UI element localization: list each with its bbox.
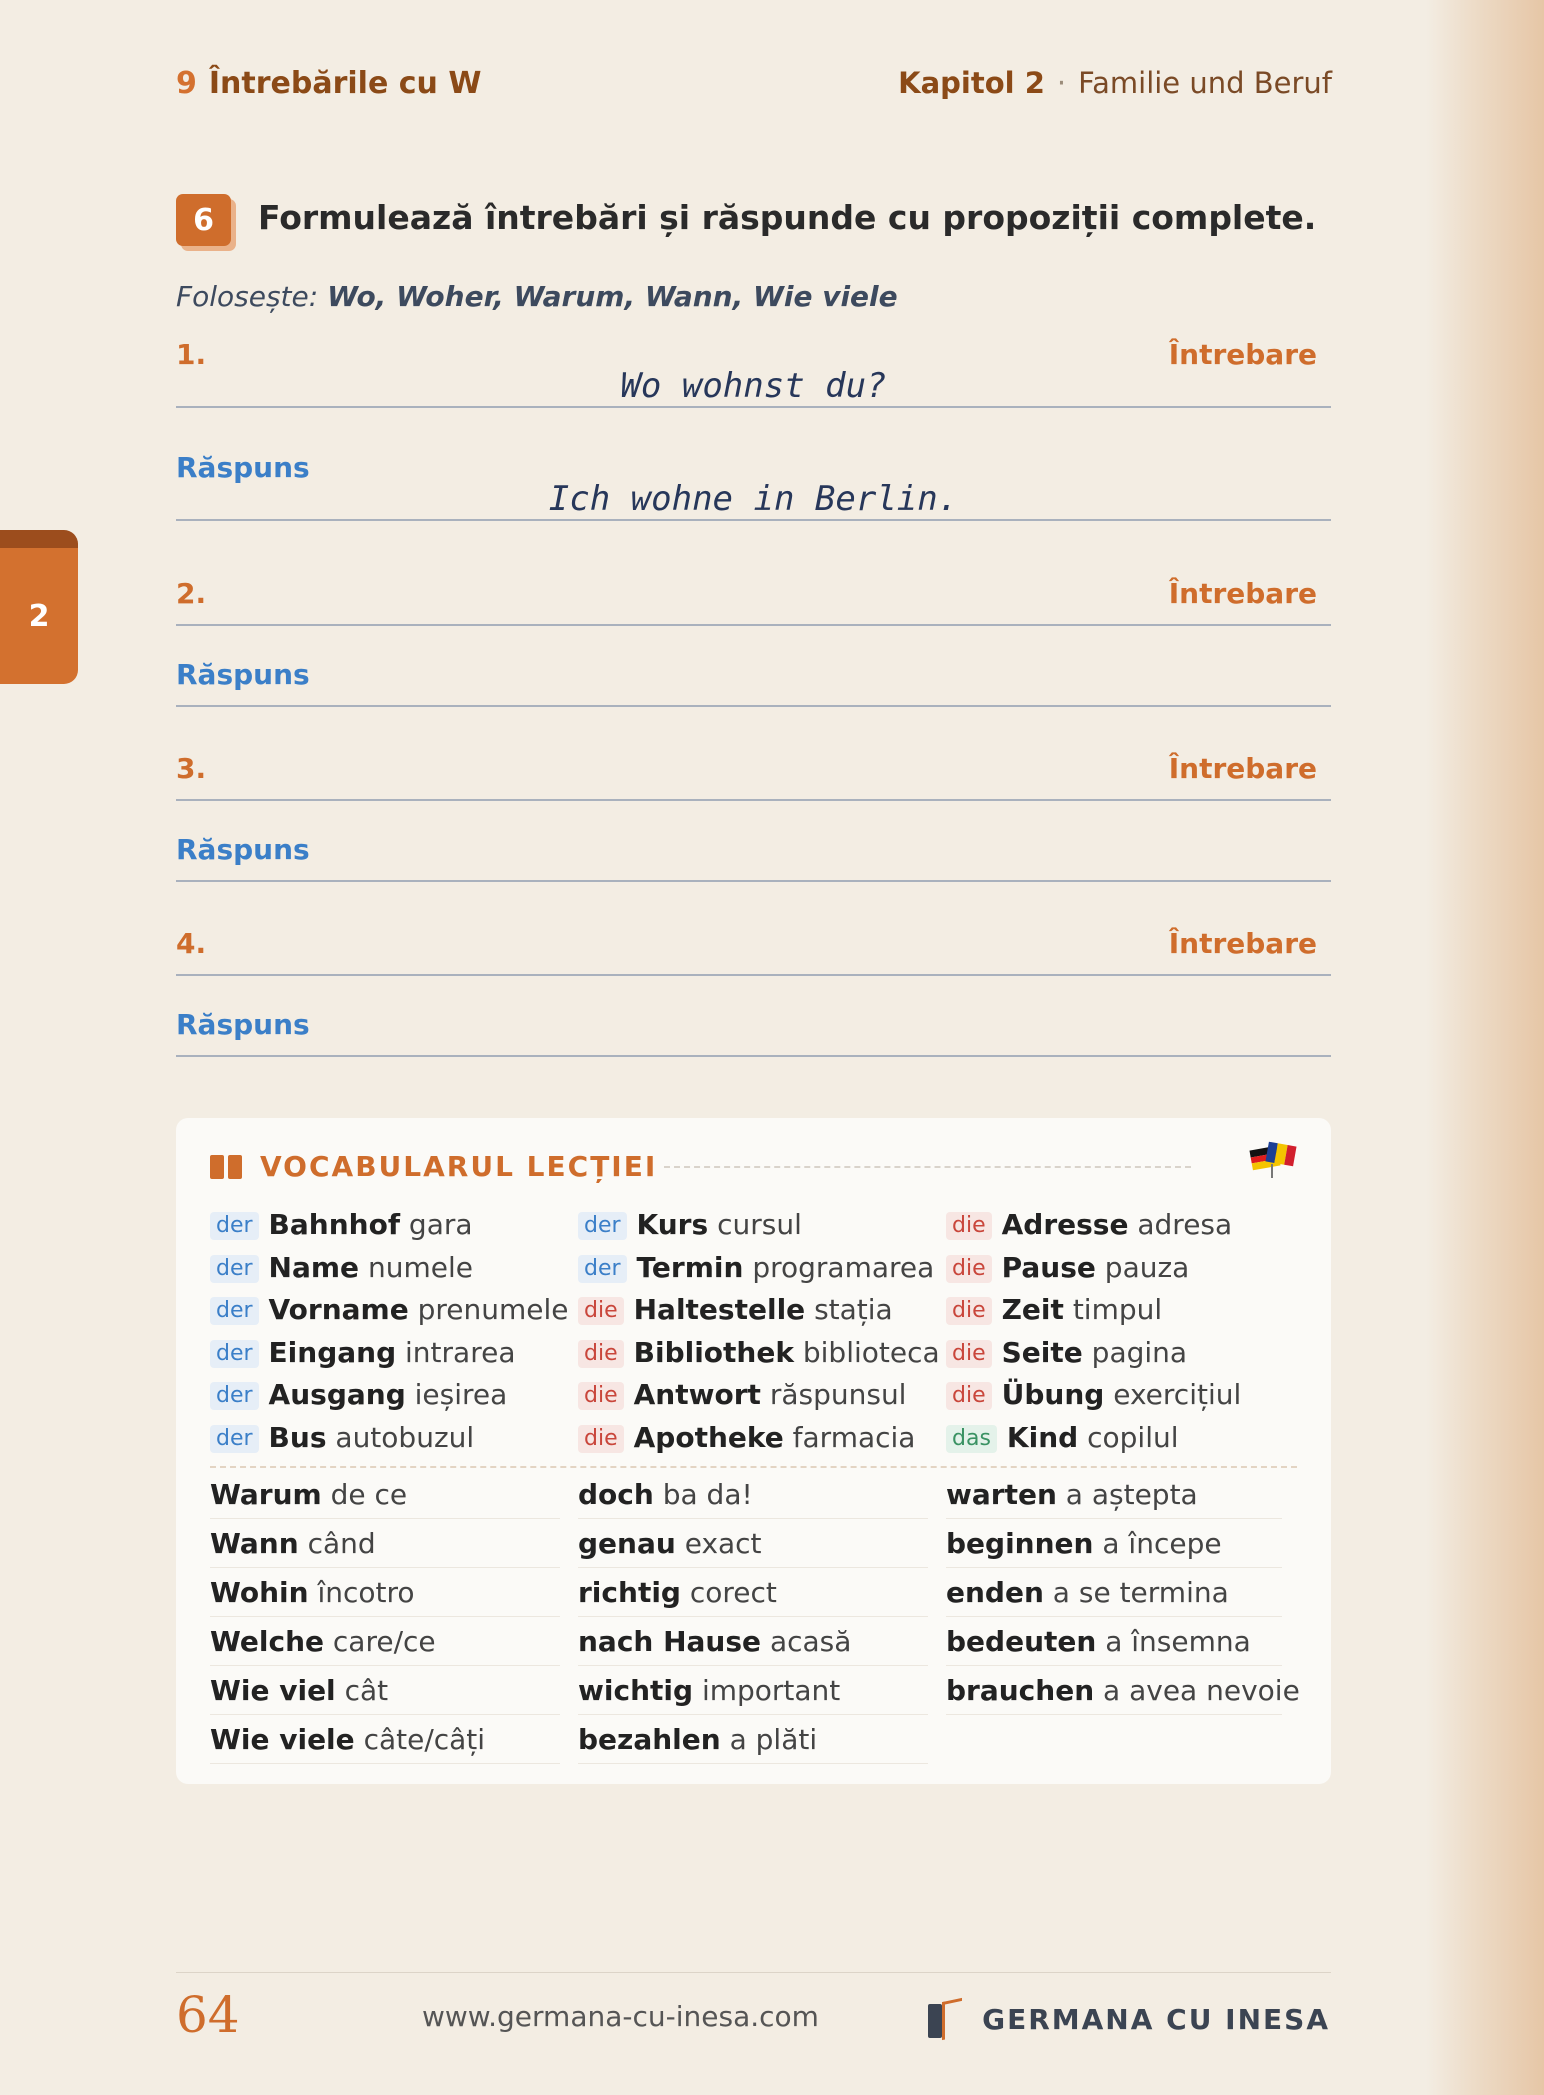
vocab-word-item (578, 1668, 928, 1715)
article-badge: der (210, 1297, 259, 1325)
article-badge: die (946, 1212, 992, 1240)
german-word: Wohin (210, 1576, 309, 1609)
romanian-translation: pagina (1091, 1335, 1188, 1369)
romanian-translation: stația (814, 1293, 893, 1326)
side-tab-label: 2 (28, 598, 50, 634)
article-badge: die (578, 1297, 624, 1325)
romanian-translation: numele (367, 1250, 473, 1284)
writing-line (176, 1055, 1331, 1057)
german-word: brauchen (946, 1674, 1095, 1707)
exercise-number: 6 (193, 202, 214, 238)
brand-name: GERMANA CU INESA (982, 2002, 1330, 2036)
book-icon (210, 1155, 242, 1179)
vocabulary-title (210, 1150, 657, 1183)
writing-line (176, 519, 1331, 521)
handwritten-question: Wo wohnst du? (620, 366, 887, 406)
romanian-translation: când (307, 1527, 376, 1560)
writing-line (176, 880, 1331, 882)
question-line-3[interactable] (176, 752, 1331, 801)
footer-divider (176, 1972, 1331, 1973)
romanian-translation: exact (684, 1527, 762, 1560)
item-number: 3. (176, 752, 207, 785)
vocab-noun-item (210, 1376, 578, 1415)
question-tag: Întrebare (1168, 752, 1317, 785)
german-word: Vorname (268, 1293, 409, 1326)
question-tag: Întrebare (1168, 927, 1317, 960)
answer-line-1[interactable] (176, 451, 1331, 521)
article-badge: die (946, 1297, 992, 1325)
vocab-word-item (946, 1668, 1300, 1715)
instruction-prefix: Folosește: (176, 280, 319, 313)
romanian-translation: de ce (330, 1478, 408, 1511)
question-line-1[interactable] (176, 338, 1331, 408)
article-badge: der (210, 1425, 259, 1453)
item-number: 2. (176, 577, 207, 610)
article-badge: der (210, 1212, 259, 1240)
vocab-noun-item (578, 1249, 946, 1288)
vocab-noun-item (578, 1206, 946, 1245)
writing-line (176, 406, 1331, 408)
word-list (210, 1470, 1300, 1764)
article-badge: der (210, 1255, 259, 1283)
german-word: Haltestelle (633, 1293, 806, 1326)
vocab-noun-item (578, 1291, 946, 1330)
vocab-word-item (578, 1717, 928, 1764)
romanian-translation: corect (689, 1576, 777, 1609)
romanian-translation: prenumele (417, 1293, 569, 1326)
vocab-noun-item (946, 1249, 1300, 1288)
vocab-noun-item (578, 1419, 946, 1458)
article-badge: die (946, 1340, 992, 1368)
chapter-label: Kapitol 2 (898, 66, 1045, 100)
section-title: Întrebările cu W (208, 66, 482, 101)
romanian-translation: programarea (752, 1250, 935, 1284)
noun-list (210, 1206, 1300, 1457)
vocabulary-divider (210, 1466, 1297, 1468)
writing-line (176, 705, 1331, 707)
german-word: beginnen (946, 1527, 1094, 1560)
romanian-translation: a se termina (1052, 1576, 1229, 1609)
article-badge: der (210, 1382, 259, 1410)
vocab-noun-item (210, 1419, 578, 1458)
romanian-translation: autobuzul (335, 1420, 475, 1454)
question-tag: Întrebare (1168, 338, 1317, 371)
german-word: enden (946, 1576, 1044, 1609)
german-word: Zeit (1001, 1293, 1064, 1326)
answer-line-2[interactable] (176, 658, 1331, 707)
german-word: Ausgang (268, 1378, 406, 1411)
answer-line-3[interactable] (176, 833, 1331, 882)
german-word: richtig (578, 1576, 681, 1609)
german-word: Bibliothek (633, 1335, 794, 1369)
german-word: Warum (210, 1478, 322, 1511)
vocab-word-item (946, 1521, 1282, 1568)
answer-label: Răspuns (176, 833, 310, 866)
romanian-translation: răspunsul (769, 1378, 907, 1411)
header-separator: · (1056, 66, 1067, 100)
vocab-word-item (946, 1619, 1282, 1666)
romanian-translation: ba da! (662, 1478, 753, 1511)
exercise-title: Formulează întrebări și răspunde cu propoziții complete. (258, 198, 1317, 237)
vocab-noun-item (210, 1334, 578, 1373)
romanian-translation: a avea nevoie (1103, 1674, 1300, 1707)
german-word: Wie viel (210, 1674, 336, 1707)
vocab-word-item (210, 1570, 560, 1617)
section-header (176, 66, 481, 101)
vocab-noun-item (210, 1206, 578, 1245)
german-word: Name (268, 1250, 360, 1284)
section-number: 9 (176, 66, 197, 101)
item-number: 4. (176, 927, 207, 960)
item-number: 1. (176, 338, 207, 371)
german-word: Übung (1001, 1378, 1105, 1411)
german-word: wichtig (578, 1674, 694, 1707)
article-badge: der (578, 1255, 627, 1283)
writing-line (176, 974, 1331, 976)
website-link[interactable]: www.germana-cu-inesa.com (422, 2000, 819, 2033)
vocab-word-item (210, 1717, 560, 1764)
german-word: Bus (268, 1420, 327, 1454)
german-word: genau (578, 1527, 676, 1560)
page-edge-shade (1426, 0, 1544, 2095)
romanian-translation: încotro (317, 1576, 415, 1609)
german-word: Pause (1001, 1250, 1096, 1284)
article-badge: die (578, 1382, 624, 1410)
romanian-translation: gara (408, 1208, 473, 1241)
romanian-translation: adresa (1137, 1208, 1233, 1241)
chapter-header (898, 66, 1332, 100)
german-word: Antwort (633, 1378, 761, 1411)
vocab-noun-item (946, 1334, 1300, 1373)
question-line-2[interactable] (176, 577, 1331, 626)
article-badge: das (946, 1425, 997, 1453)
vocab-word-item (578, 1521, 928, 1568)
romanian-translation: ieșirea (414, 1378, 508, 1411)
page-number: 64 (176, 1986, 240, 2044)
german-word: Kind (1006, 1420, 1079, 1454)
romanian-translation: timpul (1072, 1293, 1163, 1326)
german-word: Welche (210, 1625, 324, 1658)
german-word: Apotheke (633, 1420, 784, 1454)
romanian-translation: important (701, 1674, 841, 1707)
vocab-noun-item (946, 1419, 1300, 1458)
vocab-noun-item (946, 1206, 1300, 1245)
romanian-translation: exercițiul (1113, 1378, 1242, 1411)
romanian-translation: a aștepta (1065, 1478, 1198, 1511)
writing-line (176, 799, 1331, 801)
romanian-translation: care/ce (332, 1625, 436, 1658)
german-word: Kurs (636, 1208, 709, 1241)
question-tag: Întrebare (1168, 577, 1317, 610)
romanian-translation: copilul (1087, 1420, 1179, 1454)
chapter-side-tab (0, 530, 78, 684)
romanian-translation: pauza (1104, 1250, 1190, 1284)
instruction-words: Wo, Woher, Warum, Wann, Wie viele (327, 280, 898, 313)
vocab-noun-item (210, 1291, 578, 1330)
flag-pole (1271, 1164, 1273, 1178)
vocab-noun-item (578, 1334, 946, 1373)
article-badge: der (210, 1340, 259, 1368)
vocab-noun-item (946, 1376, 1300, 1415)
german-word: nach Hause (578, 1625, 762, 1658)
german-word: warten (946, 1478, 1057, 1511)
romanian-translation: câte/câți (363, 1723, 486, 1756)
german-word: Termin (636, 1250, 744, 1284)
answer-label: Răspuns (176, 658, 310, 691)
vocab-word-item (946, 1472, 1282, 1519)
language-flags-icon (1251, 1144, 1295, 1176)
answer-label: Răspuns (176, 1008, 310, 1041)
romanian-translation: farmacia (792, 1420, 916, 1454)
vocab-noun-item (578, 1376, 946, 1415)
handwritten-answer: Ich wohne in Berlin. (548, 479, 959, 519)
romanian-translation: a plăti (729, 1723, 818, 1756)
vocab-word-item (210, 1668, 560, 1715)
vocab-word-item (578, 1570, 928, 1617)
article-badge: die (578, 1425, 624, 1453)
vocab-word-item (578, 1619, 928, 1666)
chapter-topic: Familie und Beruf (1078, 66, 1332, 100)
romanian-translation: cât (344, 1674, 389, 1707)
answer-label: Răspuns (176, 451, 310, 484)
article-badge: der (578, 1212, 627, 1240)
vocabulary-card (176, 1118, 1331, 1784)
article-badge: die (946, 1382, 992, 1410)
german-word: Eingang (268, 1335, 397, 1369)
exercise-instruction (176, 280, 898, 313)
german-word: Adresse (1001, 1208, 1129, 1241)
german-word: Seite (1001, 1335, 1083, 1369)
question-line-4[interactable] (176, 927, 1331, 976)
vocab-noun-item (210, 1249, 578, 1288)
vocab-word-item (578, 1472, 928, 1519)
vocab-word-item (210, 1619, 560, 1666)
romanian-translation: biblioteca (802, 1335, 940, 1369)
romanian-translation: a începe (1102, 1527, 1222, 1560)
title-divider (664, 1166, 1191, 1168)
article-badge: die (578, 1340, 624, 1368)
brand-logo (928, 1998, 1330, 2040)
vocabulary-title-text: VOCABULARUL LECȚIEI (260, 1150, 658, 1183)
romanian-translation: a însemna (1105, 1625, 1251, 1658)
answer-line-4[interactable] (176, 1008, 1331, 1057)
exercise-number-badge (176, 194, 231, 246)
german-word: Wie viele (210, 1723, 355, 1756)
romanian-translation: acasă (769, 1625, 852, 1658)
vocab-word-item (210, 1472, 560, 1519)
romanian-translation: cursul (717, 1208, 802, 1241)
vocab-word-item (946, 1717, 1282, 1763)
german-word: Bahnhof (268, 1208, 401, 1241)
vocab-word-item (946, 1570, 1282, 1617)
german-word: Wann (210, 1527, 299, 1560)
romanian-translation: intrarea (405, 1335, 516, 1369)
german-word: bedeuten (946, 1625, 1097, 1658)
german-word: bezahlen (578, 1723, 721, 1756)
brand-book-icon (928, 1998, 962, 2040)
german-word: doch (578, 1478, 654, 1511)
writing-line (176, 624, 1331, 626)
vocab-noun-item (946, 1291, 1300, 1330)
vocab-word-item (210, 1521, 560, 1568)
article-badge: die (946, 1255, 992, 1283)
